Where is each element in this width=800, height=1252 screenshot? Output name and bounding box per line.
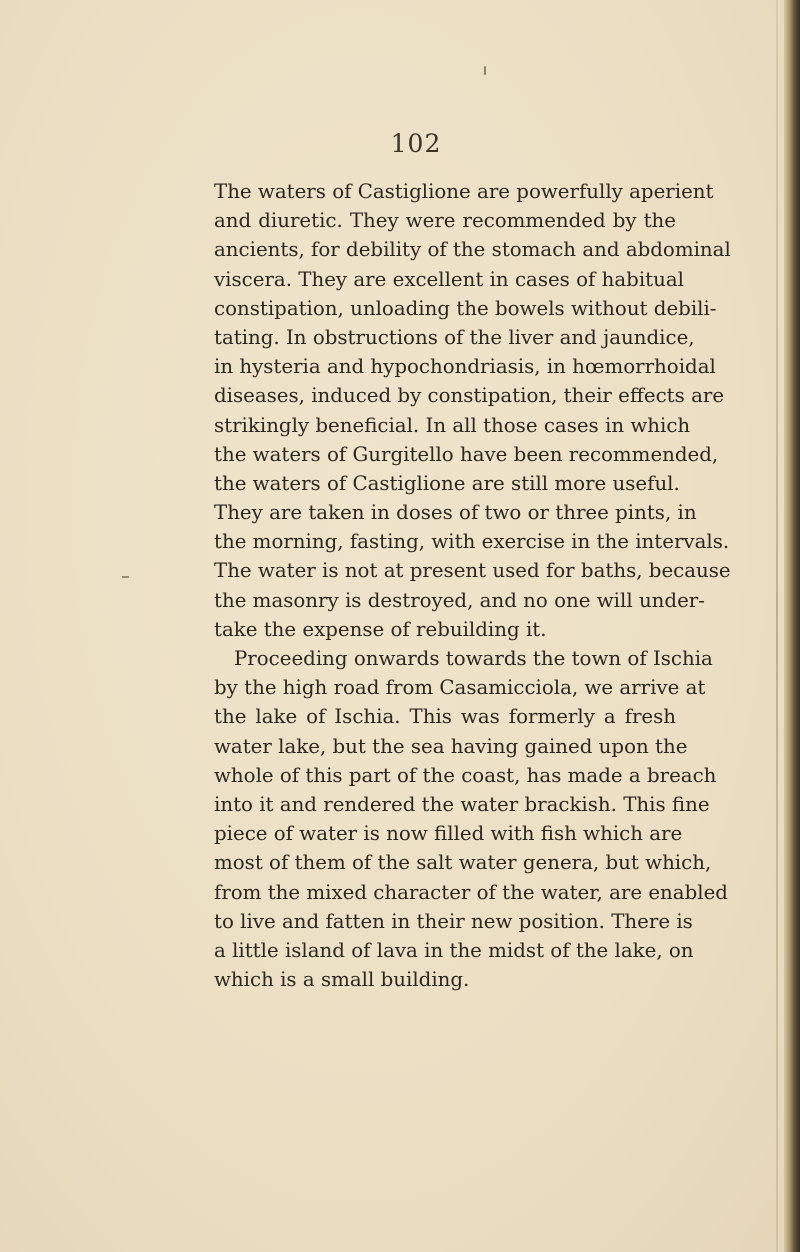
text-line: which is a small building. [214,968,470,992]
text-line: constipation, unloading the bowels without debili- [214,296,717,320]
text-line: tating. In obstructions of the liver and jaundice, [214,325,695,349]
text-line: to live and fatten in their new position. There is [214,909,693,933]
page-fold-shadow [776,0,778,1252]
text-line: in hysteria and hypochondriasis, in hœmorrhoidal [214,355,716,379]
text-line: the waters of Gurgitello have been recommended, [214,442,719,466]
text-line: viscera. They are excellent in cases of habitual [214,267,684,291]
text-line: by the high road from Casamicciola, we arrive at [214,676,706,700]
text-line: into it and rendered the water brackish. This fine [214,792,710,816]
text-line: strikingly beneficial. In all those cases in which [214,413,691,437]
text-line: the lake of Ischia. This was formerly a fresh [214,705,676,729]
text-line: ancients, for debility of the stomach and abdominal [214,238,731,262]
text-line: from the mixed character of the water, are enabled [214,880,728,904]
text-line: diseases, induced by constipation, their effects are [214,384,725,408]
text-line: and diuretic. They were recommended by the [214,209,676,233]
margin-mark [122,576,129,578]
text-line: the waters of Castiglione are still more useful. [214,471,680,495]
text-line: They are taken in doses of two or three pints, in [214,501,697,525]
text-line: The waters of Castiglione are powerfully aperient [214,180,714,203]
text-line: whole of this part of the coast, has made a breach [214,763,717,787]
text-line: a little island of lava in the midst of the lake, on [214,938,694,962]
text-line: The water is not at present used for baths, because [214,559,731,583]
text-line: water lake, but the sea having gained upon the [214,734,688,758]
body-text [214,177,731,994]
text-line: piece of water is now filled with fish which are [214,822,683,846]
text-line: the morning, fasting, with exercise in the intervals. [214,530,730,554]
binding-edge [784,0,800,1252]
text-line: Proceeding onwards towards the town of Ischia [234,647,713,670]
text-line: most of them of the salt water genera, but which, [214,851,712,875]
ink-speck [484,66,486,75]
text-line: the masonry is destroyed, and no one will under- [214,588,705,612]
text-line: take the expense of rebuilding it. [214,617,547,641]
page-number: 102 [390,129,442,158]
